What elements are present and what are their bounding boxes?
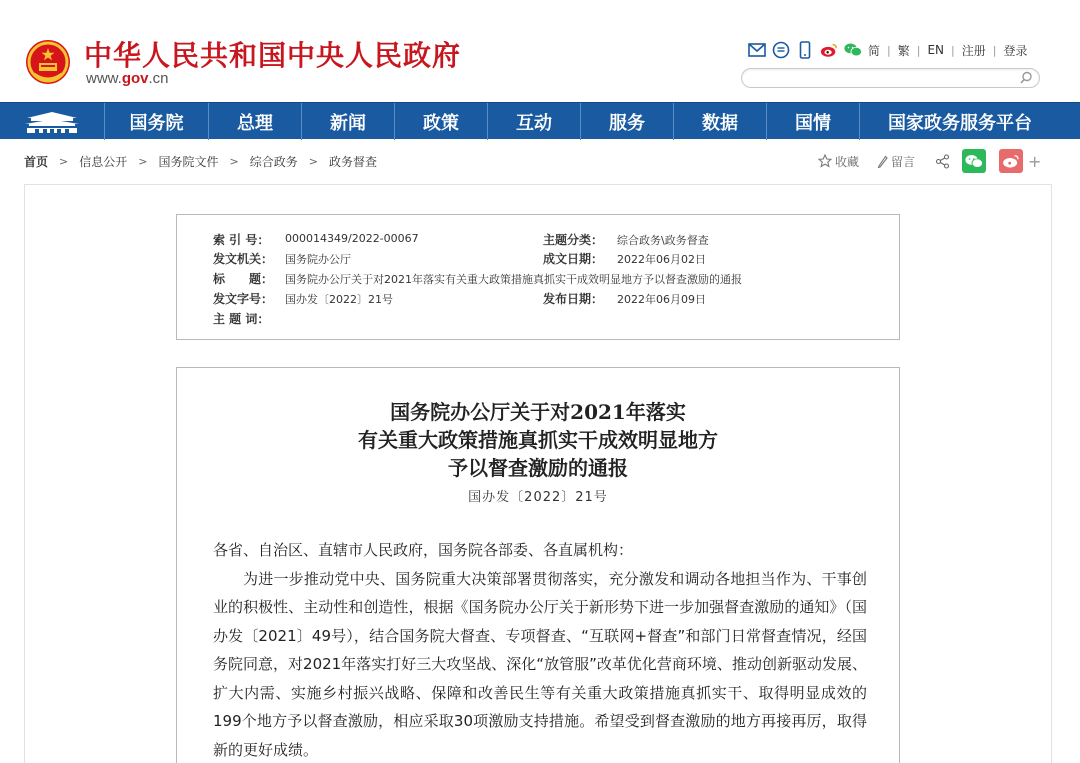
- nav-item-gov-service-platform[interactable]: 国家政务服务平台: [859, 103, 1060, 140]
- breadcrumb-separator: >: [59, 154, 69, 168]
- document-metadata: [176, 214, 900, 340]
- breadcrumb-home[interactable]: 首页: [24, 154, 49, 169]
- document-paragraph: 为进一步推动党中央、国务院重大决策部署贯彻落实，充分激发和调动各地担当作为、干事创业的积极性、主动性和创造性，根据《国务院办公厅关于新形势下进一步加强督查激励的通知》（国办发〔2021〕49号），结合国务院大督查、专项督查、“互联网+督查”和部门日常督查情况，经国务院同意，对2021年落实打好三大攻坚战、深化“放管服”改革优化营商环境、推动创新驱动发展、扩大内需、实施乡村振兴战略、保障和改善民生等有关重大政策措施真抓实干、取得明显成效的199个地方予以督查激励，相应采取30项激励支持措施。希望受到督查激励的地方再接再厉，取得新的更好成绩。: [213, 569, 867, 759]
- tiananmen-icon: [21, 110, 83, 134]
- share-more-button[interactable]: +: [1028, 151, 1042, 171]
- toolbar-separator: |: [887, 43, 891, 57]
- share-icon: [935, 154, 950, 169]
- document-salutation: 各省、自治区、直辖市人民政府，国务院各部委、各直属机构：: [213, 541, 634, 559]
- lang-simplified-link[interactable]: 简: [868, 43, 881, 58]
- main-nav: [0, 102, 1080, 139]
- nav-item-interaction[interactable]: 互动: [487, 103, 580, 140]
- nav-item-news[interactable]: 新闻: [301, 103, 394, 140]
- lang-traditional-link[interactable]: 繁: [897, 43, 910, 58]
- document-title-line: 有关重大政策措施真抓实干成效明显地方: [358, 428, 718, 452]
- document-title-line: 国务院办公厅关于对2021年落实: [390, 400, 686, 424]
- page-actions: [818, 149, 1041, 173]
- meta-category-label: 主题分类：: [543, 233, 604, 247]
- document-title-line: 予以督查激励的通报: [448, 456, 628, 480]
- meta-category-value: 综合政务\政务督查: [617, 234, 709, 247]
- meta-issuer-value: 国务院办公厅: [285, 253, 351, 266]
- site-url-domain: gov: [121, 70, 149, 87]
- meta-published-date-value: 2022年06月09日: [617, 293, 706, 306]
- pencil-icon: [876, 154, 888, 168]
- meta-published-date-label: 发布日期：: [543, 292, 604, 306]
- lang-english-link[interactable]: EN: [927, 43, 945, 57]
- breadcrumb-separator: >: [308, 154, 318, 168]
- weibo-icon: [1002, 154, 1020, 168]
- comment-label: 留言: [891, 154, 916, 169]
- mail-icon[interactable]: [748, 41, 766, 59]
- weibo-icon[interactable]: [820, 41, 838, 59]
- nav-items: [104, 103, 1060, 140]
- breadcrumb-state-council-docs[interactable]: 国务院文件: [158, 154, 219, 169]
- favorite-button[interactable]: [818, 153, 859, 170]
- document-text: [213, 536, 867, 763]
- toolbar-separator: |: [992, 43, 997, 57]
- nav-item-national-info[interactable]: 国情: [766, 103, 859, 140]
- comment-button[interactable]: [876, 153, 915, 170]
- site-url-prefix: www.: [86, 70, 122, 87]
- meta-keywords-label: 主 题 词：: [213, 312, 270, 326]
- nav-item-services[interactable]: 服务: [580, 103, 673, 140]
- document-title: [177, 398, 899, 482]
- breadcrumb-info-disclosure[interactable]: 信息公开: [79, 154, 128, 169]
- toolbar-separator: |: [951, 43, 955, 57]
- search-input[interactable]: [752, 71, 1012, 85]
- star-icon: [818, 154, 832, 168]
- breadcrumb-supervision[interactable]: 政务督查: [328, 154, 377, 169]
- wechat-icon: [965, 154, 983, 169]
- message-icon[interactable]: [772, 41, 790, 59]
- meta-doc-number-value: 国办发〔2022〕21号: [285, 293, 393, 306]
- nav-item-policy[interactable]: 政策: [394, 103, 487, 140]
- search-box: [741, 68, 1040, 88]
- site-url-suffix: .cn: [148, 70, 169, 87]
- meta-title-label: 标 题：: [213, 272, 274, 286]
- nav-item-data[interactable]: 数据: [673, 103, 766, 140]
- favorite-label: 收藏: [835, 154, 860, 169]
- meta-written-date-label: 成文日期：: [543, 252, 604, 266]
- toolbar-separator: |: [916, 43, 921, 57]
- nav-item-premier[interactable]: 总理: [208, 103, 301, 140]
- site-title[interactable]: 中华人民共和国中央人民政府: [84, 39, 462, 72]
- register-link[interactable]: 注册: [961, 43, 986, 58]
- site-header: [0, 0, 1080, 102]
- meta-index-value: 000014349/2022-00067: [285, 232, 419, 245]
- site-url: [86, 70, 169, 87]
- meta-title-value: 国务院办公厅关于对2021年落实有关重大政策措施真抓实干成效明显地方予以督查激励的通报: [285, 273, 742, 286]
- share-wechat-button[interactable]: [962, 149, 986, 173]
- mobile-icon[interactable]: [796, 41, 814, 59]
- national-emblem-icon[interactable]: [24, 38, 72, 86]
- breadcrumb: [24, 153, 377, 169]
- share-weibo-button[interactable]: [999, 149, 1023, 173]
- wechat-icon[interactable]: [844, 41, 862, 59]
- nav-item-state-council[interactable]: 国务院: [104, 103, 208, 140]
- breadcrumb-general-affairs[interactable]: 综合政务: [249, 154, 298, 169]
- breadcrumb-separator: >: [138, 154, 148, 168]
- top-toolbar: [748, 40, 1028, 60]
- share-button[interactable]: [935, 154, 950, 169]
- search-icon[interactable]: [1018, 70, 1034, 86]
- document-body: [176, 367, 900, 763]
- meta-index-label: 索 引 号：: [213, 233, 270, 247]
- meta-written-date-value: 2022年06月02日: [617, 253, 706, 266]
- document-number: 国办发〔2022〕21号: [468, 490, 608, 505]
- nav-home[interactable]: [0, 103, 104, 140]
- meta-issuer-label: 发文机关：: [213, 252, 274, 266]
- meta-doc-number-label: 发文字号：: [213, 292, 274, 306]
- login-link[interactable]: 登录: [1003, 43, 1028, 58]
- breadcrumb-separator: >: [229, 154, 239, 168]
